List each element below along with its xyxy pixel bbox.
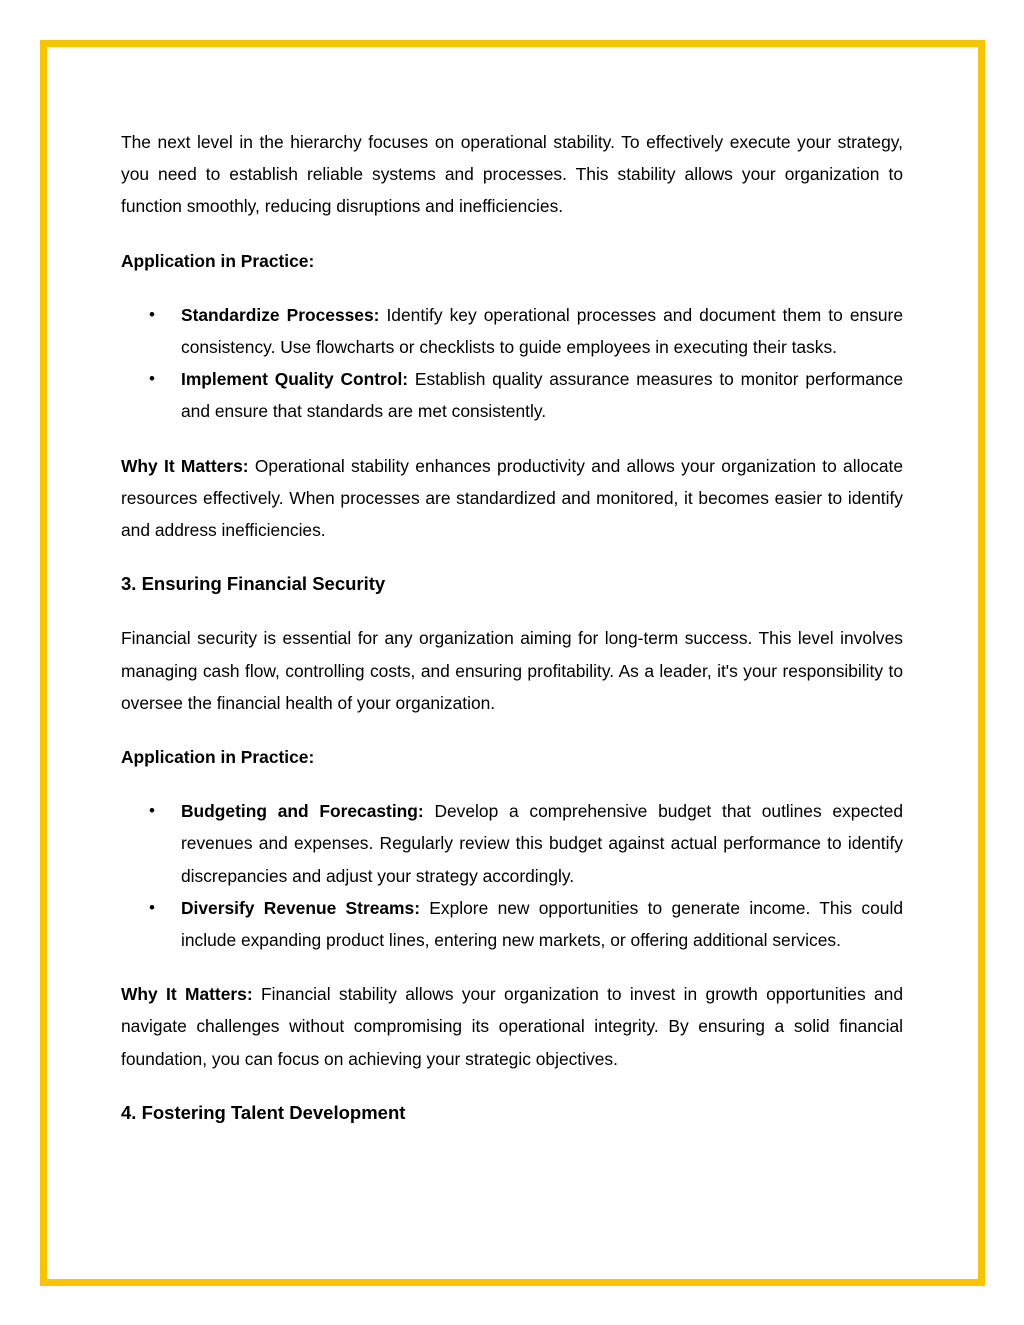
list-item: [121, 795, 903, 892]
bullet-icon: •: [149, 304, 155, 324]
why-it-matters-paragraph: [121, 450, 903, 547]
bullet-icon: •: [149, 801, 155, 821]
why-it-matters-text: Financial stability allows your organization to invest in growth opportunities and navigate challenges without compromising its operational integrity. By ensuring a solid financial foundation, you can focus on achieving your strategic objectives.: [121, 984, 904, 1069]
list-item-title: Implement Quality Control:: [181, 369, 409, 390]
section-intro-paragraph: Financial security is essential for any organization aiming for long-term success. This level involves managing cash flow, controlling costs, and ensuring profitability. As a leader, it's your responsibility to oversee the financial health of your organization.: [121, 628, 903, 713]
bullet-icon: •: [149, 897, 155, 917]
list-item-text: Develop a comprehensive budget that outlines expected revenues and expenses. Regularly review this budget against actual performance to identify discrepancies and adjust your strategy accordingly.: [181, 801, 903, 886]
bullet-list: [121, 299, 903, 428]
why-it-matters-label: Why It Matters:: [121, 455, 249, 476]
why-it-matters-paragraph: [121, 978, 903, 1075]
intro-paragraph: The next level in the hierarchy focuses on operational stability. To effectively execute your strategy, you need to establish reliable systems and processes. This stability allows your organization to function smoothly, reducing disruptions and inefficiencies.: [121, 132, 903, 217]
list-item-title: Diversify Revenue Streams:: [181, 897, 420, 918]
list-item-text: Explore new opportunities to generate income. This could include expanding product lines, entering new markets, or offering additional services.: [181, 897, 904, 951]
application-label: Application in Practice:: [121, 747, 315, 768]
list-item: [121, 299, 903, 363]
why-it-matters-text: Operational stability enhances productivity and allows your organization to allocate resources effectively. When processes are standardized and monitored, it becomes easier to identify and address inefficiencies.: [121, 455, 903, 541]
list-item: [121, 892, 903, 956]
document-content: [121, 126, 903, 1151]
section-heading: 4. Fostering Talent Development: [121, 1101, 406, 1123]
list-item-title: Budgeting and Forecasting:: [181, 801, 424, 822]
application-label: Application in Practice:: [121, 250, 315, 271]
section-heading: 3. Ensuring Financial Security: [121, 573, 386, 595]
list-item-text: Identify key operational processes and document them to ensure consistency. Use flowcharts or checklists to guide employees in executing their tasks.: [181, 304, 903, 358]
list-item-title: Standardize Processes:: [181, 304, 380, 325]
list-item-text: Establish quality assurance measures to monitor performance and ensure that standards are met consistently.: [181, 369, 903, 422]
why-it-matters-label: Why It Matters:: [121, 984, 253, 1005]
bullet-list: [121, 795, 903, 956]
list-item: [121, 363, 903, 427]
bullet-icon: •: [149, 369, 155, 389]
